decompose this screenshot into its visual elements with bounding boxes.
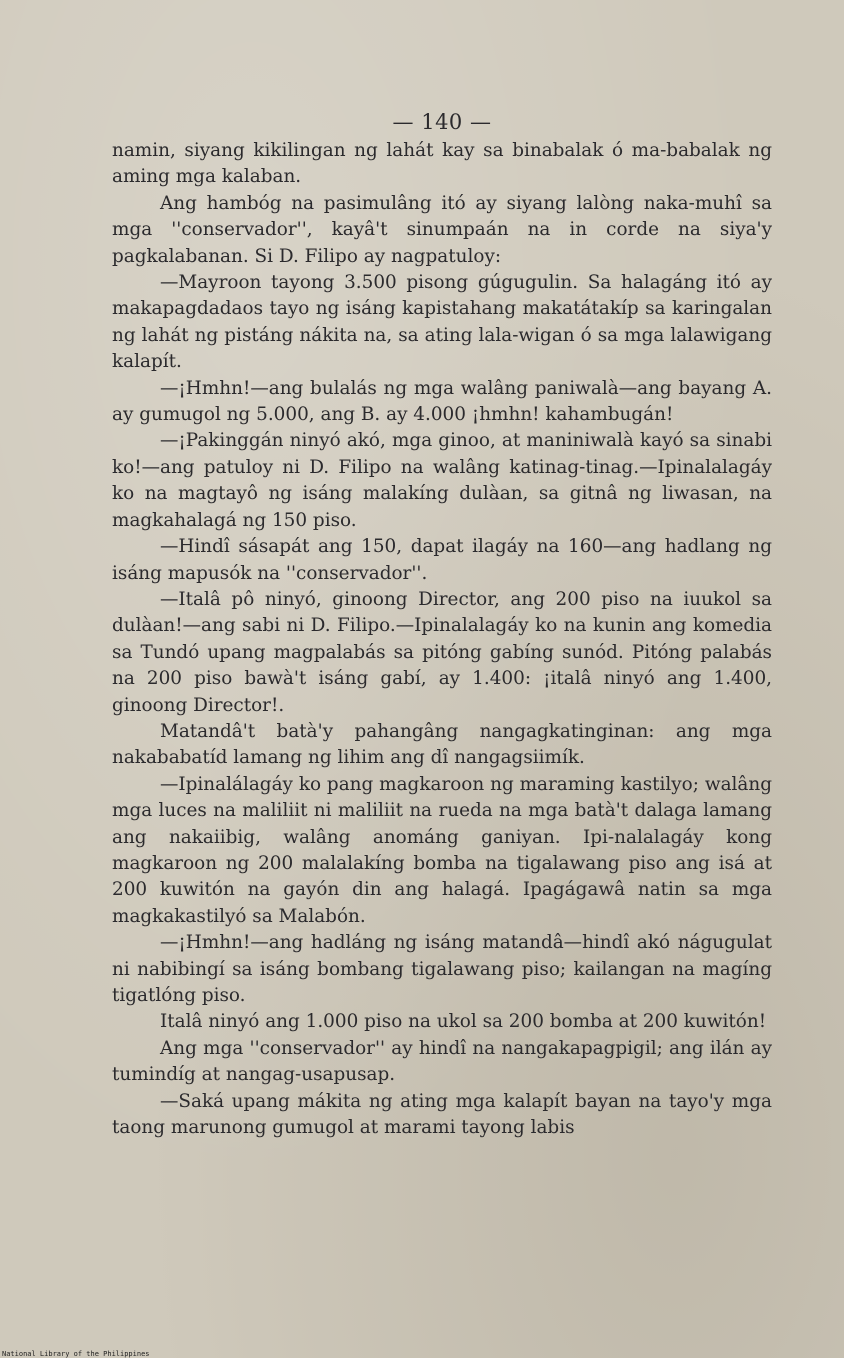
paragraph-8: Matandâ't batà'y pahangâng nangagkatinginan: ang mga nakababatíd lamang ng lihim ang dî nangagsiimík. — [112, 720, 772, 769]
paragraph-12: Ang mga ''conservador'' ay hindî na nangakapagpigil; ang ilán ay tumindíg at nangag-usapusap. — [112, 1037, 772, 1086]
paragraph-4: —¡Hmhn!—ang bulalás ng mga walâng paniwalà—ang bayang A. ay gumugol ng 5.000, ang B. ay 4.000 ¡hmhn! kahambugán! — [112, 377, 772, 426]
paragraph-11: Italâ ninyó ang 1.000 piso na ukol sa 200 bomba at 200 kuwitón! — [160, 1011, 767, 1033]
paragraph-2: Ang hambóg na pasimulâng itó ay siyang lalòng naka-muhî sa mga ''conservador'', kayâ't sinumpaán na in corde na siya'y pagkalabanan. Si D. Filipo ay nagpatuloy: — [112, 192, 772, 267]
paragraph-7: —Italâ pô ninyó, ginoong Director, ang 200 piso na iuukol sa dulàan!—ang sabi ni D. Filipo.—Ipinalalagáy ko na kunin ang komedia sa Tundó upang magpalabás sa pitóng gabíng sunód. Pitóng palabás na 200 piso bawà't isáng gabí, ay 1.400: ¡italâ ninyó ang 1.400, ginoong Director!. — [112, 588, 772, 716]
library-credit: National Library of the Philippines — [2, 1350, 150, 1358]
paragraph-9: —Ipinalálagáy ko pang magkaroon ng maraming kastilyo; walâng mga luces na maliliit ni maliliit na rueda na mga batà't dalaga lamang ang nakaiibig, walâng anománg ganiyan. Ipi-nalalagáy kong magkaroon ng 200 malalakíng bomba na tigalawang piso ang isá at 200 kuwitón na gayón din ang halagá. Ipagágawâ natin sa mga magkakastilyó sa Malabón. — [112, 773, 772, 927]
book-page — [112, 110, 772, 1141]
paragraph-6: —Hindî sásapát ang 150, dapat ilagáy na 160—ang hadlang ng isáng mapusók na ''conservador''. — [112, 536, 772, 584]
page-number: — 140 — — [392, 110, 492, 134]
paragraph-10: —¡Hmhn!—ang hadláng ng isáng matandâ—hindî akó nágugulat ni nabibingí sa isáng bombang tigalawang piso; kailangan na magíng tigatlóng piso. — [112, 932, 772, 1006]
paragraph-1: namin, siyang kikilingan ng lahát kay sa binabalak ó ma-babalak ng aming mga kalaban. — [112, 140, 772, 188]
paragraph-13: —Saká upang mákita ng ating mga kalapít bayan na tayo'y mga taong marunong gumugol at marami tayong labis — [112, 1090, 772, 1139]
paragraph-5: —¡Pakinggán ninyó akó, mga ginoo, at maniniwalà kayó sa sinabi ko!—ang patuloy ni D. Filipo na walâng katinag-tinag.—Ipinalalagáy ko na magtayô ng isáng malakíng dulàan, sa gitnâ ng liwasan, na magkahalagá ng 150 piso. — [112, 430, 772, 531]
paragraph-3: —Mayroon tayong 3.500 pisong gúgugulin. Sa halagáng itó ay makapagdadaos tayo ng isáng kapistahang makatátakíp sa karingalan ng lahát ng pistáng nákita na, sa ating lala-wigan ó sa mga lalawigang kalapít. — [112, 272, 772, 373]
